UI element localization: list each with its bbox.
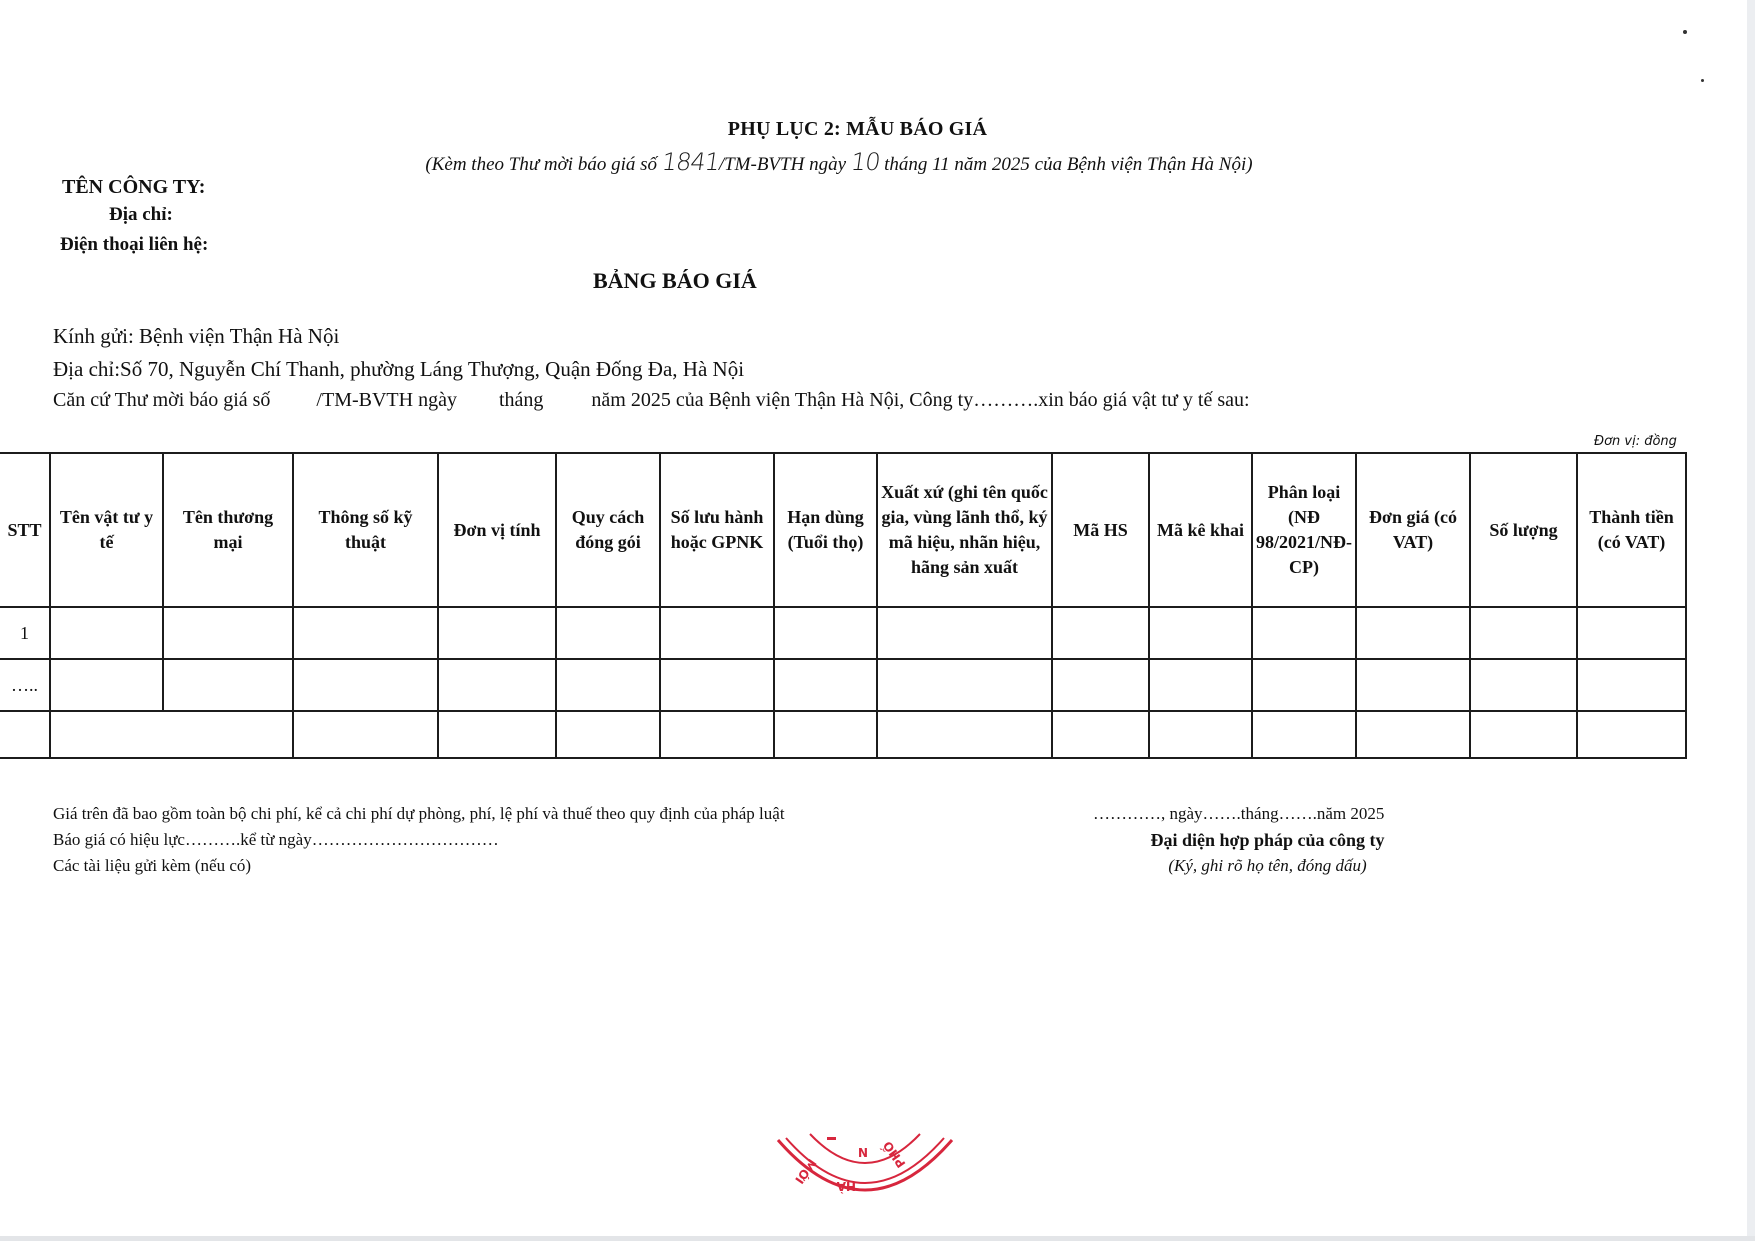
cell-packaging[interactable] bbox=[556, 607, 660, 659]
cell-stt: ….. bbox=[0, 659, 50, 711]
company-address-label: Địa chỉ: bbox=[109, 204, 173, 225]
col-header-stt: STT bbox=[0, 453, 50, 607]
cell-classification[interactable] bbox=[1252, 607, 1356, 659]
basis-part-1: Căn cứ Thư mời báo giá số bbox=[53, 389, 271, 411]
attachments-note: Các tài liệu gửi kèm (nếu có) bbox=[53, 856, 252, 875]
scan-speck bbox=[1683, 30, 1687, 34]
cell-hs-code[interactable] bbox=[1052, 659, 1149, 711]
basis-part-4: năm 2025 của Bệnh viện Thận Hà Nội, Công ty……….xin báo giá vật tư y tế sau: bbox=[591, 389, 1250, 411]
signature-title: Đại diện hợp pháp của công ty bbox=[1150, 830, 1385, 850]
stamp-text-pho: PHỐ bbox=[880, 1138, 909, 1171]
signature-instruction: (Ký, ghi rõ họ tên, đóng dấu) bbox=[1168, 856, 1367, 875]
table-header-row bbox=[0, 453, 1686, 607]
basis-line bbox=[53, 389, 1250, 412]
cell-stt: 1 bbox=[0, 607, 50, 659]
appendix-title: PHỤ LỤC 2: MẪU BÁO GIÁ bbox=[727, 118, 988, 140]
col-header-hs-code: Mã HS bbox=[1052, 453, 1149, 607]
cell-unit-price[interactable] bbox=[1356, 607, 1470, 659]
cell-quantity[interactable] bbox=[1470, 607, 1577, 659]
col-header-registration: Số lưu hành hoặc GPNK bbox=[660, 453, 774, 607]
stamp-text-n: N bbox=[857, 1145, 868, 1159]
cell-unit[interactable] bbox=[438, 711, 556, 758]
col-header-total: Thành tiền (có VAT) bbox=[1577, 453, 1686, 607]
table-row bbox=[0, 659, 1686, 711]
unit-note: Đơn vị: đồng bbox=[1594, 434, 1677, 449]
cell-expiry[interactable] bbox=[774, 607, 877, 659]
stamp-dash bbox=[827, 1137, 836, 1140]
col-header-unit: Đơn vị tính bbox=[438, 453, 556, 607]
col-header-item-name: Tên vật tư y tế bbox=[50, 453, 163, 607]
stamp-text-ha: HÀ bbox=[836, 1179, 856, 1193]
cell-hs-code[interactable] bbox=[1052, 711, 1149, 758]
cell-item-name[interactable] bbox=[50, 659, 163, 711]
scan-speck bbox=[1701, 79, 1704, 82]
cell-origin[interactable] bbox=[877, 711, 1052, 758]
subtitle-suffix: tháng 11 năm 2025 của Bệnh viện Thận Hà Nội) bbox=[879, 154, 1253, 175]
cell-packaging[interactable] bbox=[556, 659, 660, 711]
stamp-text-moi: MỚI bbox=[792, 1156, 820, 1187]
cell-origin[interactable] bbox=[877, 607, 1052, 659]
cell-total[interactable] bbox=[1577, 711, 1686, 758]
cell-total[interactable] bbox=[1577, 659, 1686, 711]
cell-expiry[interactable] bbox=[774, 659, 877, 711]
appendix-subtitle bbox=[0, 148, 1678, 176]
recipient-address-line: Địa chỉ:Số 70, Nguyễn Chí Thanh, phường Láng Thượng, Quận Đống Đa, Hà Nội bbox=[53, 357, 745, 381]
quote-table bbox=[0, 452, 1687, 759]
col-header-expiry: Hạn dùng (Tuổi thọ) bbox=[774, 453, 877, 607]
cell-specifications[interactable] bbox=[293, 607, 438, 659]
col-header-origin: Xuất xứ (ghi tên quốc gia, vùng lãnh thổ, ký mã hiệu, nhãn hiệu, hãng sản xuất bbox=[877, 453, 1052, 607]
signature-date-line: …………, ngày…….tháng…….năm 2025 bbox=[1093, 804, 1385, 823]
cell-registration[interactable] bbox=[660, 659, 774, 711]
cell-expiry[interactable] bbox=[774, 711, 877, 758]
cell-classification[interactable] bbox=[1252, 659, 1356, 711]
handwritten-letter-number: 1841 bbox=[659, 148, 721, 176]
company-name-label: TÊN CÔNG TY: bbox=[62, 176, 206, 198]
col-header-trade-name: Tên thương mại bbox=[163, 453, 293, 607]
table-row bbox=[0, 607, 1686, 659]
subtitle-prefix: (Kèm theo Thư mời báo giá số bbox=[425, 154, 662, 175]
cell-hs-code[interactable] bbox=[1052, 607, 1149, 659]
basis-part-3: tháng bbox=[498, 389, 544, 411]
col-header-quantity: Số lượng bbox=[1470, 453, 1577, 607]
cell-total[interactable] bbox=[1577, 607, 1686, 659]
subtitle-middle: /TM-BVTH ngày bbox=[718, 154, 851, 175]
col-header-unit-price: Đơn giá (có VAT) bbox=[1356, 453, 1470, 607]
cell-declaration-code[interactable] bbox=[1149, 711, 1252, 758]
page-edge-bottom bbox=[0, 1236, 1755, 1241]
col-header-packaging: Quy cách đóng gói bbox=[556, 453, 660, 607]
cell-stt bbox=[0, 711, 50, 758]
page-edge-right bbox=[1747, 0, 1755, 1241]
cell-trade-name[interactable] bbox=[163, 607, 293, 659]
basis-part-2: /TM-BVTH ngày bbox=[316, 389, 457, 411]
cell-declaration-code[interactable] bbox=[1149, 659, 1252, 711]
cell-registration[interactable] bbox=[660, 607, 774, 659]
cell-quantity[interactable] bbox=[1470, 711, 1577, 758]
cell-unit[interactable] bbox=[438, 659, 556, 711]
cell-unit-price[interactable] bbox=[1356, 659, 1470, 711]
price-inclusion-note: Giá trên đã bao gồm toàn bộ chi phí, kể cả chi phí dự phòng, phí, lệ phí và thuế theo quy định của pháp luật bbox=[53, 804, 785, 823]
col-header-specifications: Thông số kỹ thuật bbox=[293, 453, 438, 607]
cell-specifications[interactable] bbox=[293, 659, 438, 711]
cell-item-and-trade-name-merged[interactable] bbox=[50, 711, 293, 758]
validity-note: Báo giá có hiệu lực……….kể từ ngày…………………………… bbox=[53, 830, 499, 849]
cell-unit[interactable] bbox=[438, 607, 556, 659]
red-stamp bbox=[770, 1120, 960, 1210]
cell-quantity[interactable] bbox=[1470, 659, 1577, 711]
cell-trade-name[interactable] bbox=[163, 659, 293, 711]
cell-classification[interactable] bbox=[1252, 711, 1356, 758]
col-header-declaration-code: Mã kê khai bbox=[1149, 453, 1252, 607]
cell-declaration-code[interactable] bbox=[1149, 607, 1252, 659]
cell-unit-price[interactable] bbox=[1356, 711, 1470, 758]
cell-packaging[interactable] bbox=[556, 711, 660, 758]
company-phone-label: Điện thoại liên hệ: bbox=[60, 234, 209, 255]
document-title: BẢNG BÁO GIÁ bbox=[593, 268, 757, 293]
cell-registration[interactable] bbox=[660, 711, 774, 758]
handwritten-day: 10 bbox=[848, 148, 882, 176]
col-header-classification: Phân loại (NĐ 98/2021/NĐ-CP) bbox=[1252, 453, 1356, 607]
cell-item-name[interactable] bbox=[50, 607, 163, 659]
recipient-line: Kính gửi: Bệnh viện Thận Hà Nội bbox=[53, 324, 340, 348]
table-row bbox=[0, 711, 1686, 758]
cell-origin[interactable] bbox=[877, 659, 1052, 711]
cell-specifications[interactable] bbox=[293, 711, 438, 758]
